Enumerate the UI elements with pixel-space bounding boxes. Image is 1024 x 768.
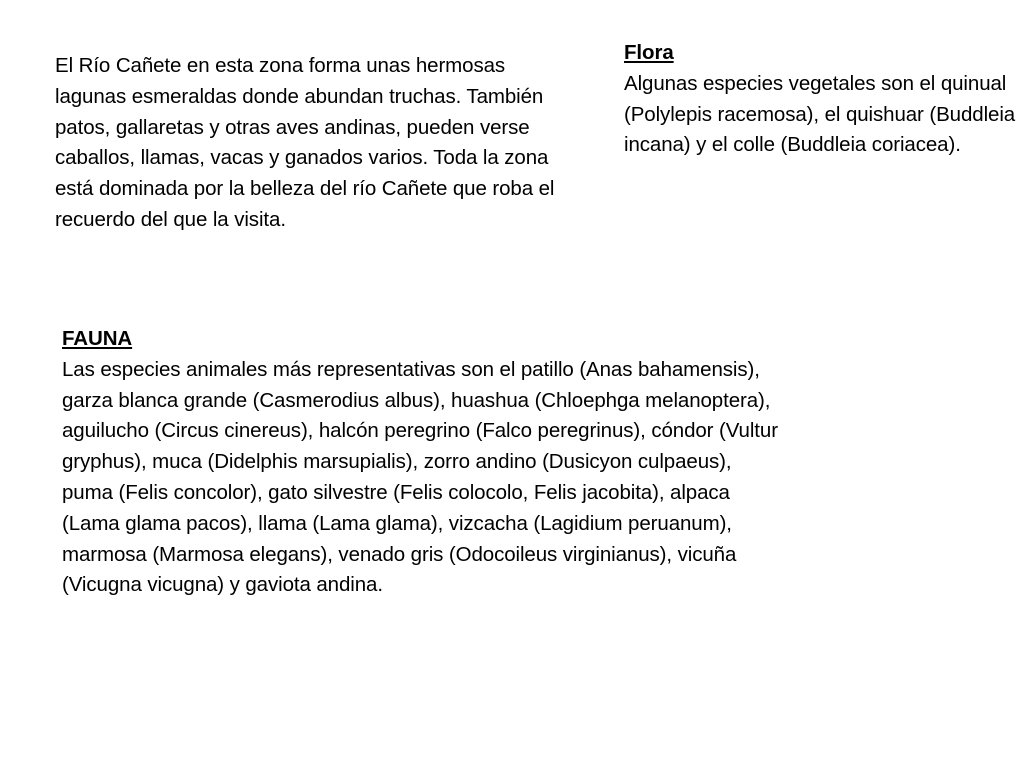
flora-heading: Flora [624, 41, 674, 64]
intro-paragraph: El Río Cañete en esta zona forma unas hermosas lagunas esmeraldas donde abundan truchas. También patos, gallaretas y otras aves andinas, pueden verse caballos, llamas, vacas y ganados varios. Toda la zona está dominada por la belleza del río Cañete que roba el recuerdo del que la visita. [55, 54, 555, 231]
intro-text-box [55, 51, 555, 236]
flora-text-box [624, 38, 1024, 161]
fauna-text-box [62, 324, 782, 601]
flora-paragraph: Algunas especies vegetales son el quinual (Polylepis racemosa), el quishuar (Buddleia incana) y el colle (Buddleia coriacea). [624, 71, 1016, 157]
fauna-heading: FAUNA [62, 327, 133, 350]
fauna-paragraph: Las especies animales más representativas son el patillo (Anas bahamensis), garza blanca grande (Casmerodius albus), huashua (Chloephga melanoptera), aguilucho (Circus cinereus), halcón peregrino (Falco peregrinus), cóndor (Vultur gryphus), muca (Didelphis marsupialis), zorro andino (Dusicyon culpaeus), puma (Felis concolor), gato silvestre (Felis colocolo, Felis jacobita), alpaca (Lama glama pacos), llama (Lama glama), vizcacha (Lagidium peruanum), marmosa (Marmosa elegans), venado gris (Odocoileus virginianus), vicuña (Vicugna vicugna) y gaviota andina. [62, 357, 778, 597]
